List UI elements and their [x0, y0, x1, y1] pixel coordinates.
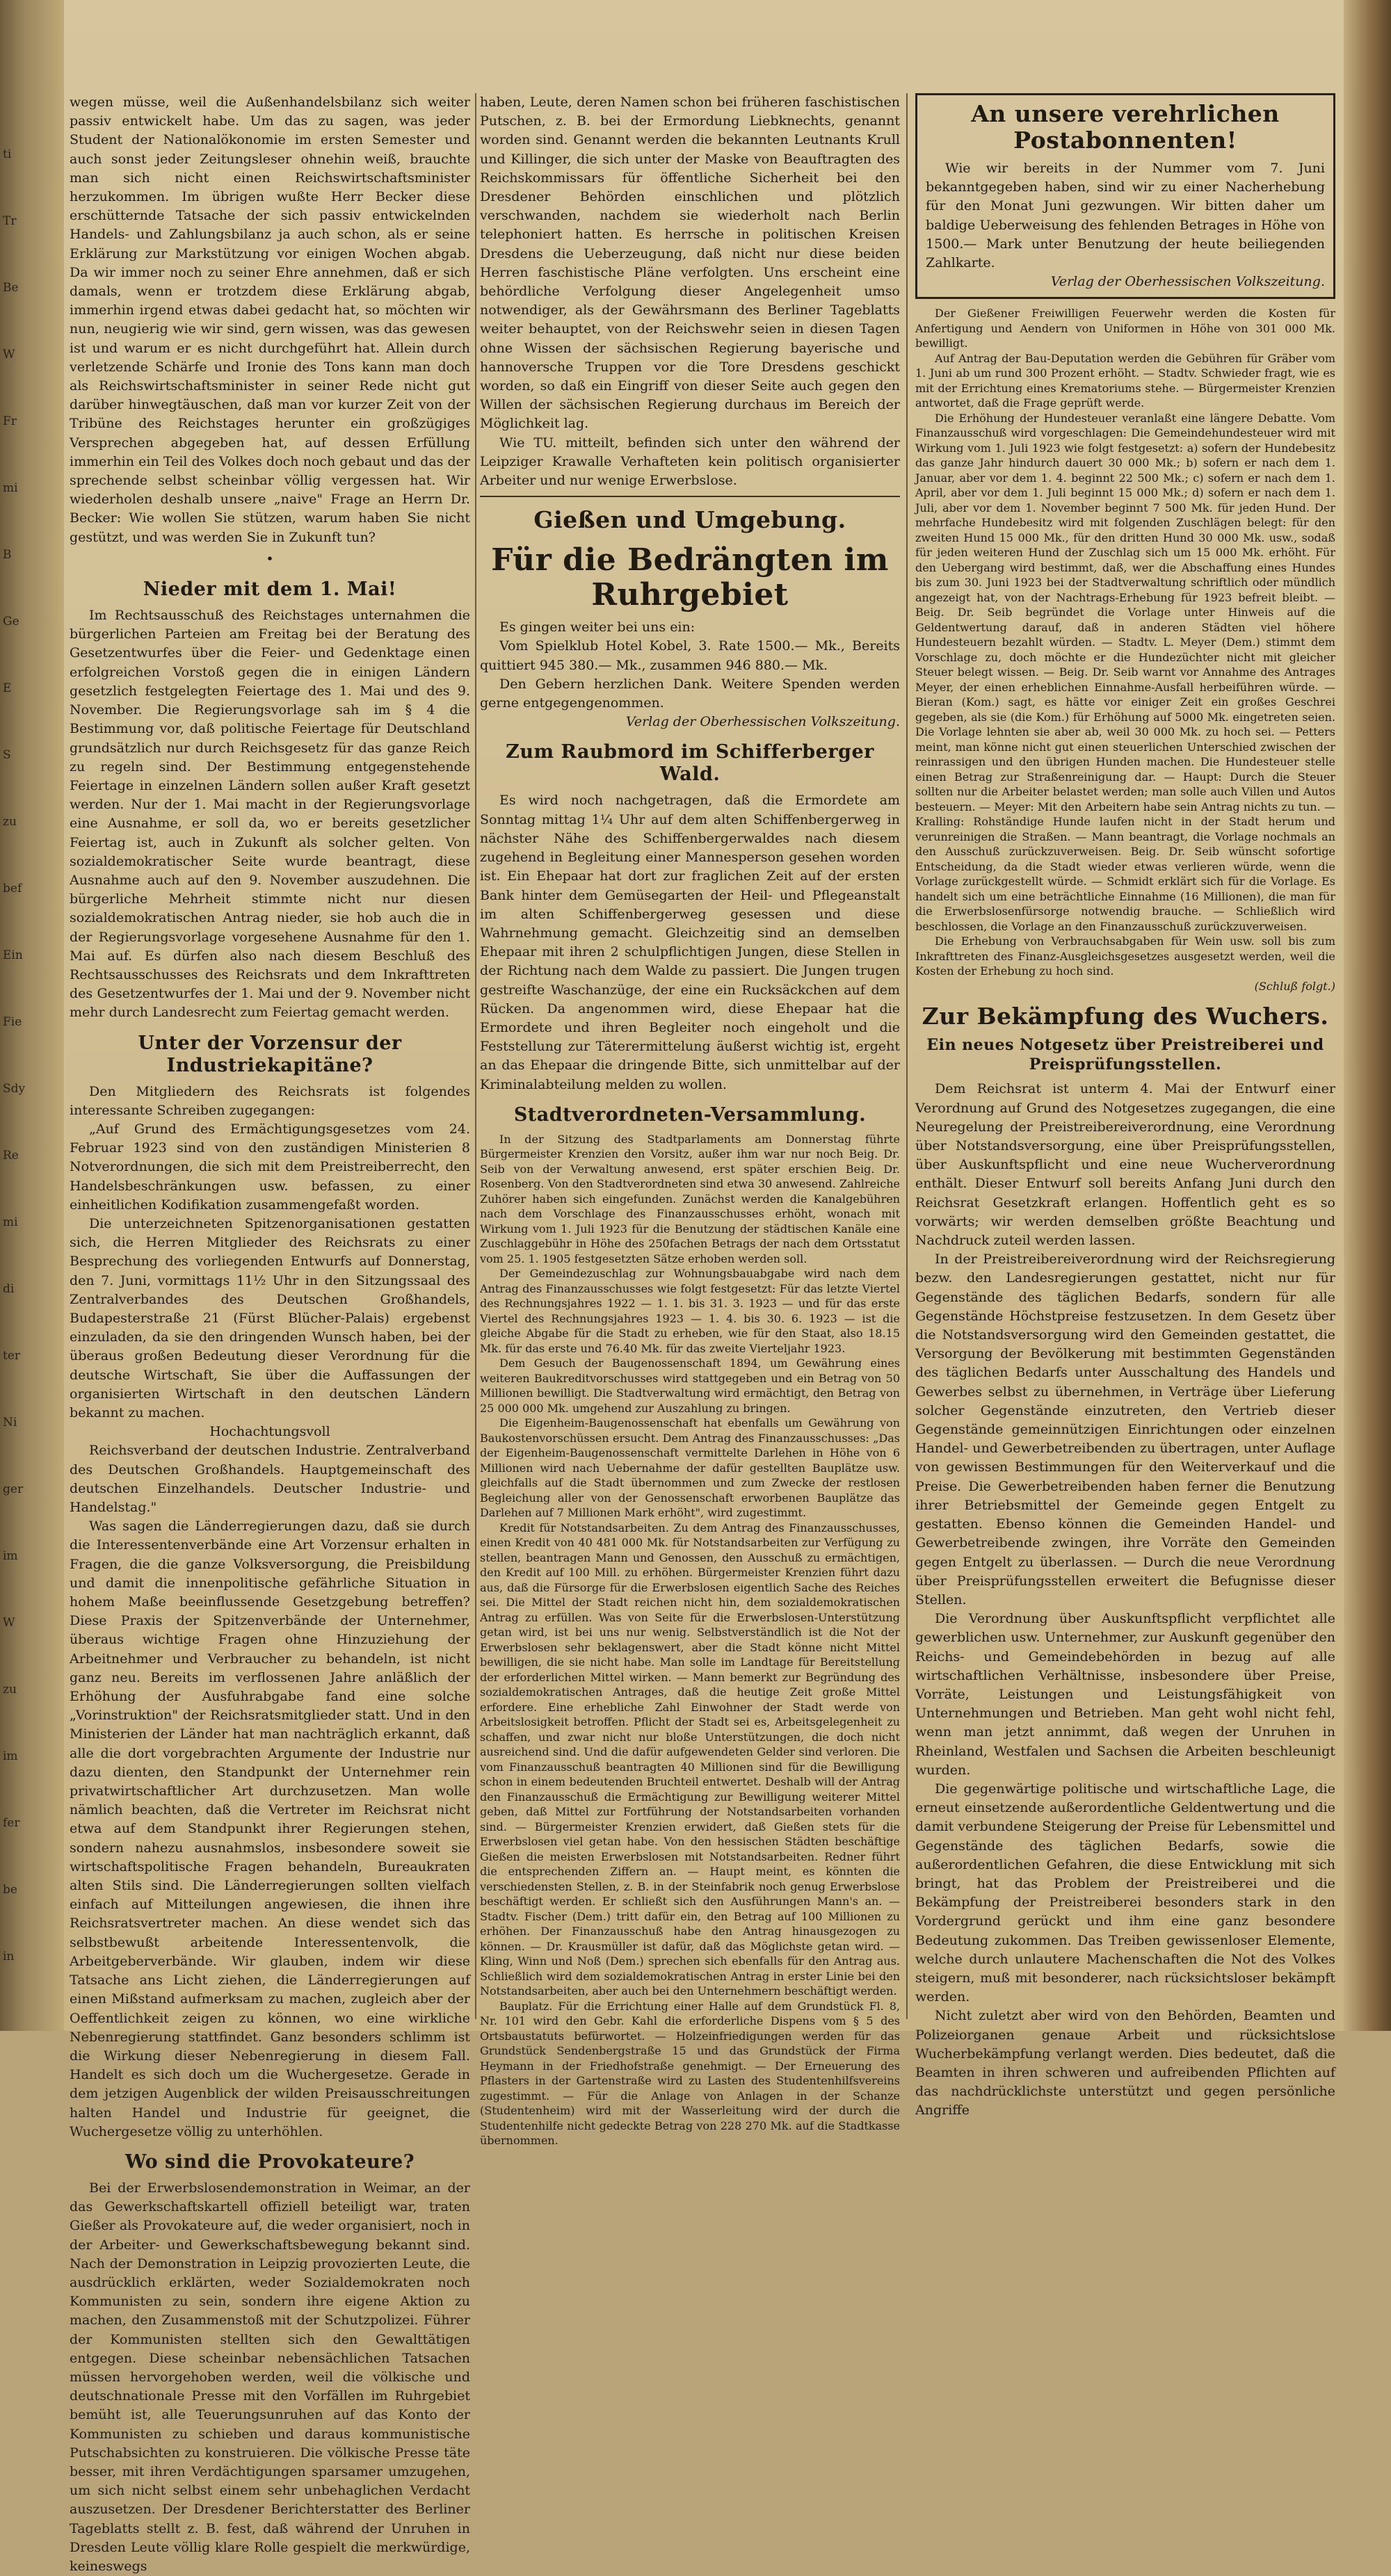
- edge-fragment: mi: [3, 1215, 18, 1229]
- paragraph: Die gegenwärtige politische und wirtschaftliche Lage, die erneut einsetzende außerordentliche Geldentwertung und die damit verbundene Steigerung der Preise für Lebensmittel und Gegenstände des täglichen Bedarfs, sowie die außerordentlichen Gefahren, die diese Entwicklung mit sich bringt, hat das Problem der Preistreiberei und die Bekämpfung der Preistreiberei besonders stark in den Vordergrund gerückt und ihm eine ganz besondere Bedeutung zukommen. Das Treiben gewissenloser Elemente, welche durch unlautere Machenschaften die Not des Volkes steigern, muß mit besonderer, nach rücksichtsloser bekämpft werden.: [915, 1781, 1335, 2005]
- edge-fragment: Sdy: [3, 1082, 26, 1096]
- paragraph: In der Sitzung des Stadtparlaments am Donnerstag führte Bürgermeister Krenzien den Vorsitz, außer ihm war nur noch Beig. Dr. Seib von der Verwaltung anwesend, erst später erschien Beig. Dr. Rosenberg. Von den Stadtverordneten sind etwa 30 anwesend. Zahlreiche Zuhörer haben sich eingefunden. Zunächst werden die Kanalgebühren nach dem Vorschlage des Finanzausschusses erhöht, wonach mit Wirkung vom 1. Juli 1923 für die Benutzung der städtischen Kanäle eine Zuschlaggebühr in Höhe des 250fachen Betrags der nach dem Ortsstatut vom 25. 1. 1905 festgesetzten Sätze erhoben werden soll.: [480, 1132, 900, 1265]
- separator-dot: •: [266, 551, 274, 567]
- paragraph: Dem Gesuch der Baugenossenschaft 1894, um Gewährung eines weiteren Baukreditvorschusses wird stattgegeben und ein Betrag von 50 Millionen bewilligt. Die Stadtverwaltung wird ermächtigt, den Betrag von 25 000 000 Mk. umgehend zur Auszahlung zu bringen.: [480, 1356, 900, 1415]
- edge-fragment: mi: [3, 481, 18, 495]
- edge-fragment: Ein: [3, 948, 23, 962]
- column-1: [70, 93, 470, 2576]
- paragraph: Den Gebern herzlichen Dank. Weitere Spenden werden gerne entgegengenommen.: [480, 676, 900, 711]
- signature: Verlag der Oberhessischen Volkszeitung.: [625, 714, 900, 730]
- article-continuation: wegen müsse, weil die Außenhandelsbilanz sich weiter passiv entwickelt habe. Um das zu sagen, was jeder Student der Nationalökonomie im ersten Semester und auch sonst jeder Zeitungsleser ohnehin weiß, brauchte man sich nicht einen Reichswirtschaftsminister herzukommen. Im übrigen wußte Herr Becker diese erschütternde Tatsache der sich passiv entwickelnden Handels- und Zahlungsbilanz ja auch schon, als er seine Erklärung zur Markstützung vor einigen Wochen abgab. Da wir immer noch zu seiner Ehre annehmen, daß er sich damals, wenn er trotzdem diese Erklärung abgab, immerhin irgend etwas dabei gedacht hat, so möchten wir nun, neugierig wie wir sind, gern wissen, was das gewesen ist und warum er es nicht durchgeführt hat. Allein durch verletzende Schärfe und Ironie des Tons kann man doch als Reichswirtschaftsminister in seiner Rede nicht gut darüber hinwegtäuschen, daß man vor kurzer Zeit von der Tribüne des Reichstages herunter ein großzügiges Versprechen abgegeben hat, auf dessen Erfüllung immerhin ein Teil des Volkes doch noch gebaut und das der sprechende selbst scheinbar völlig vergessen hat. Wir wiederholen deshalb unsere „naive" Frage an Herrn Dr. Becker: Wie wollen Sie stützen, warum haben Sie nicht gestützt, und was werden Sie in Zukunft tun?: [70, 95, 470, 545]
- subheadline-notgesetz: Ein neues Notgesetz über Preistreiberei und Preisprüfungsstellen.: [926, 1036, 1324, 1074]
- edge-fragment: W: [3, 348, 15, 362]
- paragraph: „Auf Grund des Ermächtigungsgesetzes vom 24. Februar 1923 sind von den zuständigen Ministerien 8 Notverordnungen, die sich mit dem Preistreiberrecht, den Handelsbeschränkungen usw. befassen, zu einer einheitlichen Kodifikation zusammengefaßt worden.: [70, 1121, 470, 1213]
- edge-fragment: Tr: [3, 214, 17, 228]
- paragraph: Es wird noch nachgetragen, daß die Ermordete am Sonntag mittag 1¼ Uhr auf dem alten Schiffenbergerweg in nächster Nähe des Schiffenbergerwaldes nach diesem zugehend in Begleitung einer Mannesperson gesehen worden ist. Ein Ehepaar hat dort zur fraglichen Zeit auf der ersten Bank hinter dem Gemüsegarten der Heil- und Pflegeanstalt im alten Schiffenbergerweg gesessen und diese Wahrnehmung gemacht. Gleichzeitig sind an demselben Ehepaar mit ihren 2 schulpflichtigen Jungen, diese Stellen in der Richtung nach dem Walde zu passiert. Die Jungen trugen gestreifte Waschanzüge, der eine ein Rucksäckchen auf dem Rücken. Da angenommen wird, diese Ehepaar hat die Ermordete und ihren Begleiter noch eingeholt und die Feststellung zur Täterermittelung äußerst wichtig ist, ergeht an das Ehepaar die dringende Bitte, sich unmittelbar auf der Kriminalabteilung melden zu wollen.: [480, 793, 900, 1092]
- edge-fragment: Ge: [3, 615, 19, 629]
- edge-fragment: B: [3, 548, 12, 562]
- paragraph: Nicht zuletzt aber wird von den Behörden, Beamten und Polizeiorganen genaue Arbeit und rücksichtslose Wucherbekämpfung verlangt werden. Dies bedeutet, daß die Beamten in ihren schweren und aufreibenden Pflichten auf das nachdrücklichste unterstützt und gegen persönliche Angriffe: [915, 2008, 1335, 2119]
- column-3: [915, 93, 1335, 2121]
- paragraph: Es gingen weiter bei uns ein:: [499, 619, 696, 635]
- section-title-giessen: Gießen und Umgebung.: [533, 506, 846, 534]
- paragraph: Den Mitgliedern des Reichsrats ist folgendes interessante Schreiben zugegangen:: [70, 1083, 470, 1118]
- paragraph: Dem Reichsrat ist unterm 4. Mai der Entwurf einer Verordnung auf Grund des Notgesetzes zugegangen, die eine Neuregelung der Preistreibereiverordnung, eine Verordnung über Notstandsversorgung, eine über Preisprüfungsstellen, über Auskunftspflicht und eine neue Wucherverordnung enthält. Dieser Entwurf soll bereits Anfang Juni durch den Reichsrat Gesetzkraft erlangen. Hoffentlich geht es so vorwärts; wir werden demselben größte Beachtung und Nachdruck zuteil werden lassen.: [915, 1081, 1335, 1249]
- edge-fragment: zu: [3, 1683, 17, 1696]
- headline-stadtverordneten: Stadtverordneten-Versammlung.: [513, 1103, 867, 1126]
- edge-fragment: Be: [3, 281, 19, 295]
- paragraph: Der Gemeindezuschlag zur Wohnungsbauabgabe wird nach dem Antrag des Finanzausschusses wie folgt festgesetzt: Für das letzte Viertel des Rechnungsjahres 1922 — 1. 1. bis 31. 3. 1923 — und für das erste Viertel des Rechnungsjahres 1923 — 1. 4. bis 30. 6. 1923 — ist die gleiche Abgabe für die Stadt zu erheben, wie für den Staat, also 18.15 Mk. für das erste und 76.40 Mk. für das zweite Vierteljahr 1923.: [480, 1267, 900, 1355]
- right-page-edge: [1344, 0, 1391, 2031]
- paragraph: Der Gießener Freiwilligen Feuerwehr werden die Kosten für Anfertigung und Aendern von Uniformen in Höhe von 301 000 Mk. bewilligt.: [915, 307, 1335, 350]
- paragraph: Hochachtungsvoll: [209, 1424, 330, 1440]
- edge-fragment: be: [3, 1883, 17, 1897]
- headline-wucher: Zur Bekämpfung des Wuchers.: [922, 1003, 1329, 1030]
- edge-fragment: S: [3, 748, 11, 762]
- edge-fragment: bef: [3, 882, 22, 896]
- edge-fragment: in: [3, 1950, 15, 1963]
- paragraph: Vom Spielklub Hotel Kobel, 3. Rate 1500.— Mk., Bereits quittiert 945 380.— Mk., zusammen 946 880.— Mk.: [480, 638, 900, 673]
- council-report: [480, 1132, 900, 2148]
- edge-fragment: im: [3, 1749, 18, 1763]
- paragraph: Wie wir bereits in der Nummer vom 7. Juni bekanntgegeben haben, sind wir zu einer Nacherhebung für den Monat Juni gezwungen. Wir bitten daher um baldige Ueberweisung des fehlenden Betrages in Höhe von 1500.— Mark unter Benutzung der heute beiliegenden Zahlkarte.: [926, 161, 1325, 271]
- left-page-edge: [0, 0, 64, 2031]
- headline-may-day: Nieder mit dem 1. Mai!: [143, 578, 397, 601]
- paragraph: Bei der Erwerbslosendemonstration in Weimar, an der das Gewerkschaftskartell offiziell beteiligt war, traten Gießer als Provokateure auf, die weder organisiert, noch in der Arbeiter- und Gewerkschaftsbewegung bekannt sind. Nach der Demonstration in Leipzig provozierten Leute, die ausdrücklich erklärten, weder Sozialdemokraten noch Kommunisten zu sein, sondern ihre eigene Aktion zu machen, den Zusammenstoß mit der Schutzpolizei. Führer der Kommunisten stellten sich den Gewalttätigen entgegen. Diese scheinbar nebensächlichen Tatsachen müssen hervorgehoben werden, weil die völkische und deutschnationale Presse mit den Vorfällen im Ruhrgebiet bemüht ist, alle Teuerungsunruhen auf das Konto der Kommunisten zu schieben und daraus kommunistische Putschabsichten zu konstruieren. Die völkische Presse täte besser, mit ihren Verdächtigungen sparsamer umzugehen, um sich nicht selbst einem sehr unbehaglichen Verdacht auszusetzen. Der Dresdener Berichterstatter des Berliner Tageblatts stellt z. B. fest, daß während der Unruhen in Dresden Leute völlig klare Rolle gespielt die merkwürdige, keineswegs: [70, 2180, 470, 2574]
- paragraph: Die unterzeichneten Spitzenorganisationen gestatten sich, die Herren Mitglieder des Reichsrats zu einer Besprechung des vorliegenden Entwurfs auf Donnerstag, den 7. Juni, vormittags 11½ Uhr in den Sitzungssaal des Zentralverbandes des Deutschen Großhandels, Budapesterstraße 21 (Fürst Blücher-Palais) ergebenst einzuladen, da sie den dringenden Wunsch haben, bei der überaus großen Bedeutung dieser Verordnung für die deutsche Wirtschaft, Sie über die Auffassungen der organisierten Wirtschaft in den deutschen Ländern bekannt zu machen.: [70, 1215, 470, 1420]
- paragraph: Wie TU. mitteilt, befinden sich unter den während der Leipziger Krawalle Verhafteten kein politisch organisierter Arbeiter und nur wenige Erwerbslose.: [480, 435, 900, 489]
- paragraph: Die Eigenheim-Baugenossenschaft hat ebenfalls um Gewährung von Baukostenvorschüssen ersucht. Dem Antrag des Finanzausschusses: „Das der Eigenheim-Baugenossenschaft vermittelte Darlehen in Höhe von 6 Millionen wird nach Uebernahme der dafür gestellten Bauplätze usw. gleichfalls auf die Stadt übernommen und zum Zwecke der restlosen Begleichung aller von der Genossenschaft erworbenen Bauplätze das Darlehen auf 7 Millionen Mark erhöht", wird zugestimmt.: [480, 1416, 900, 1520]
- section-rule: [480, 496, 900, 497]
- edge-fragment: ti: [3, 147, 12, 161]
- edge-fragment: E: [3, 681, 12, 695]
- council-report-continued: [915, 306, 1335, 994]
- edge-fragment: ger: [3, 1482, 24, 1496]
- edge-fragment: di: [3, 1282, 15, 1296]
- paragraph: Was sagen die Länderregierungen dazu, daß sie durch die Interessentenverbände eine Art Vorzensur erhalten in Fragen, die die ganze Volksversorgung, die Preisbildung und damit die innenpolitische gefährliche Situation in hohem Maße beeinflussende Gesetzgebung betreffen? Diese Praxis der Spitzenverbände der Unternehmer, überaus wichtige Fragen ohne Hinzuziehung der Arbeitnehmer und Verbraucher zu behandeln, ist nicht ganz neu. Bereits im verflossenen Jahre anläßlich der Erhöhung der Ausfuhrabgabe fand eine solche „Vorinstruktion" der Reichsratsmitglieder statt. Und in den Ministerien der Länder hat man nachträglich erkannt, daß alle die dort vorgebrachten Argumente der Industrie nur dazu dienten, den Standpunkt der Unternehmer rein privatwirtschaftlicher Art durchzusetzen. Man wolle nämlich beachten, daß die Vertreter im Reichsrat nicht etwa auf dem Standpunkt ihrer Regierungen stehen, sondern nahezu ausnahmslos, insbesondere soweit sie wirtschaftspolitische Fragen behandeln, Bureaukraten alten Stils sind. Die Länderregierungen sollten vielfach einfach auf Mitteilungen angewiesen, die ihnen ihre Reichsratsvertreter machen. An diese wendet sich das selbstbewußt arbeitende Interessentenvolk, die Arbeitgeberverbände. Wir glauben, indem wir diese Tatsache ans Licht ziehen, die Länderregierungen auf einen Mißstand aufmerksam zu machen, zugleich aber der Oeffentlichkeit zeigen zu können, wo eine wirkliche Nebenregierung stattfindet. Ganz besonders schlimm ist die Wirkung dieser Nebenregierung in diesem Fall. Handelt es sich doch um die Wuchergesetze. Gerade in dem jetzigen Augenblick der wilden Preisausschreitungen halten Handel und Industrie für geeignet, die Wuchergesetze völlig zu unterhöhlen.: [70, 1518, 470, 2139]
- paragraph: Die Erhöhung der Hundesteuer veranlaßt eine längere Debatte. Vom Finanzausschuß wird vorgeschlagen: Die Gemeindehundesteuer wird mit Wirkung vom 1. Juli 1923 wie folgt festgesetzt: a) sofern der Hundebesitz das ganze Jahr hindurch dauert 30 000 Mk.; b) sofern er nach dem 1. Januar, aber vor dem 1. 4. beginnt 22 500 Mk.; c) sofern er nach dem 1. April, aber vor dem 1. Juli beginnt 15 000 Mk.; d) sofern er nach dem 1. Juli, aber vor dem 1. November beginnt 7 500 Mk. für jeden Hund. Der mehrfache Hundebesitz wird mit folgenden Zuschlägen belegt: für den zweiten Hund 15 000 Mk., für den dritten Hund 30 000 Mk. usw., sodaß für jeden weiteren Hund der Zuschlag sich um 15 000 Mk. erhöht. Für den Uebergang wird bestimmt, daß, wer die Abschaffung eines Hundes bis zum 30. Juni 1923 bei der Stadtverwaltung schriftlich oder mündlich angezeigt hat, von der Nachtrags-Erhebung für 1923 befreit bleibt. — Beig. Dr. Seib begründet die Vorlage unter Hinweis auf die Geldentwertung darauf, daß in anderen Städten viel höhere Hundesteuern bezahlt würden. — Stadtv. L. Meyer (Dem.) stimmt dem Vorschlage zu, doch möchte er die Hundezüchter nicht mit gleicher Steuer belegt wissen. — Beig. Dr. Seib warnt vor Annahme des Antrages Meyer, der einen erheblichen Einnahme-Ausfall herbeiführen würde. — Bieran (Kom.) sagt, es hätte vor einiger Zeit ein großes Geschrei gegeben, als sie (die Kom.) für Erhöhung auf 5000 Mk. eingetreten seien. Die Vorlage lehnten sie aber ab, weil 30 000 Mk. zu hoch sei. — Petters meint, man könne nicht gut einen steuerlichen Unterschied zwischen der reinrassigen und den übrigen Hunden machen. Die Hundesteuer stelle einen Betrag zur Straßenreinigung dar. — Haupt: Durch die Steuer sollten nur die Arbeiter belastet werden; man solle auch Villen und Autos besteuern. — Meyer: Mit den Arbeitern habe sein Antrag nichts zu tun. — Kralling: Rohständige Hunde laufen nicht in der Stadt herum und verunreinigen die Straßen. — Mann beantragt, die Vorlage nochmals an den Ausschuß zurückzuverweisen. Beig. Dr. Seib wünscht sofortige Entscheidung, da die Stadt wieder etwas verlieren würde, wenn die Vorlage zurückgestellt würde. — Schmidt erklärt sich für die Vorlage. Es handelt sich um eine beträchtliche Einnahme (16 Millionen), die man für die Erwerbslosenfürsorge notwendig brauche. — Schließlich wird beschlossen, die Vorlage an den Finanzausschuß zurückzuverweisen.: [915, 411, 1335, 933]
- paragraph: Reichsverband der deutschen Industrie. Zentralverband des Deutschen Großhandels. Hauptgemeinschaft des deutschen Einzelhandels. Deutscher Industrie- und Handelstag.": [70, 1443, 470, 1516]
- edge-fragment: fer: [3, 1816, 20, 1830]
- headline-vorzensur: Unter der Vorzensur der Industriekapitäne?: [138, 1032, 402, 1076]
- headline-postabonnenten: An unsere verehrlichen Postabonnenten!: [971, 100, 1280, 154]
- headline-provokateure: Wo sind die Provokateure?: [124, 2150, 415, 2173]
- paragraph: Im Rechtsausschuß des Reichstages unternahmen die bürgerlichen Parteien am Freitag bei der Beratung des Gesetzentwurfes über die Feier- und Gedenktage einen erfolgreichen Vorstoß gegen die in einigen Ländern gesetzlich festgelegten Feiertage des 1. Mai und des 9. November. Die Regierungsvorlage sah im § 4 die Bestimmung vor, daß politische Feiertage für Deutschland grundsätzlich nur durch Reichsgesetz für das ganze Reich zu regeln sind. Der Bestimmung entgegenstehende Feiertage in einzelnen Ländern sollen außer Kraft gesetzt werden. Nur der 1. Mai macht in der Regierungsvorlage eine Ausnahme, er soll da, wo er bereits gesetzlicher Feiertag ist, auch in Zukunft als solcher gelten. Von sozialdemokratischer Seite wurde beantragt, diese Ausnahme auch auf den 9. November auszudehnen. Die bürgerliche Mehrheit stimmte nicht nur diesen sozialdemokratischen Antrag nieder, sie hob auch die in der Regierungsvorlage vorgesehene Ausnahme für den 1. Mai auf. Es dürfen also nach diesem Beschluß des Rechtsausschusses des Reichsrats und dem Inkrafttreten des Gesetzentwurfes der 1. Mai und der 9. November nicht mehr durch Landesrecht zum Feiertag gemacht werden.: [70, 608, 470, 1021]
- edge-fragment: Fie: [3, 1015, 22, 1029]
- notice-box-postabonnenten: [915, 93, 1335, 299]
- paragraph: Kredit für Notstandsarbeiten. Zu dem Antrag des Finanzausschusses, einen Kredit von 40 481 000 Mk. für Notstandsarbeiten zur Verfügung zu stellen, beantragen Mann und Genossen, den Ausschuß zu ermächtigen, den Kredit auf 100 Mill. zu erhöhen. Bürgermeister Krenzien führt dazu aus, daß die Fürsorge für die Erwerbslosen eigentlich Sache des Reiches sei. Die Mittel der Stadt reichen nicht hin, dem sozialdemokratischen Antrag zu erfüllen. Was von Seite für die Erwerbslosen-Unterstützung getan wird, ist bei uns nur wenig. Selbstverständlich ist die Not der Erwerbslosen sehr beklagenswert, aber die Stadt könne nicht Mittel bewilligen, die sie nicht habe. Man solle im Landtage für Bereitstellung der erforderlichen Mittel wirken. — Mann bemerkt zur Begründung des sozialdemokratischen Antrages, daß die heutige Zeit große Mittel erfordere. Eine erhebliche Zahl Einwohner der Stadt werde von Arbeitslosigkeit betroffen. Pflicht der Stadt sei es, Arbeitsgelegenheit zu schaffen, und zwar nicht nur bloße Unterstützungen, die doch nicht ausreichend sind. Und die dafür aufgewendeten Gelder sind verloren. Die vom Finanzausschuß beantragten 40 Millionen sind für die Bewilligung schon in einem bedeutenden Bruchteil entwertet. Deshalb will der Antrag den Finanzausschuß die Ermächtigung zur Bewilligung weiterer Mittel geben, daß Mittel zur Fortführung der Notstandsarbeiten vorhanden sind. — Bürgermeister Krenzien erwidert, daß Gießen stets für die Erwerbslosen viel getan habe. Von den hessischen Städten beschäftige Gießen die meisten Erwerbslosen mit Notstandsarbeiten. Redner führt die entsprechenden Ziffern an. — Haupt meint, es könnten die verschiedensten Stellen, z. B. in der Steinfabrik noch genug Erwerbslose beschäftigt werden. Er schließt sich den Ausführungen Mann's an. — Stadtv. Fischer (Dem.) tritt dafür ein, den Betrag auf 100 Millionen zu erhöhen. Der Finanzausschuß habe den Antrag hinausgezogen zu können. — Dr. Krausmüller ist dafür, daß das Möglichste getan wird. — Kling, Winn und Noß (Dem.) sprechen sich ebenfalls für den Antrag aus. Schließlich wird dem sozialdemokratischen Antrag in erster Linie bei den Notstandsarbeiten, aber auch bei den Unternehmern beschäftigt werden.: [480, 1521, 900, 1998]
- column-rule-2: [906, 93, 908, 2019]
- edge-fragment: Fr: [3, 414, 17, 428]
- paragraph: Auf Antrag der Bau-Deputation werden die Gebühren für Gräber vom 1. Juni ab um rund 300 Prozent erhöht. — Stadtv. Schwieder fragt, wie es mit der Errichtung eines Krematoriums stehe. — Bürgermeister Krenzien antwortet, daß die Frage geprüft werde.: [915, 351, 1335, 410]
- paragraph: Bauplatz. Für die Errichtung einer Halle auf dem Grundstück Fl. 8, Nr. 101 wird den Gebr. Kahl die erforderliche Dispens vom § 5 des Ortsbaustatuts befürwortet. — Holzeinfriedigungen werden für das Grundstück Sendenbergstraße 15 und das Grundstück der Firma Heymann in der Friedhofstraße genehmigt. — Der Erneuerung des Pflasters in der Gartenstraße wird zu Lasten des Studentenhilfsvereins zugestimmt. — Für die Anlage von Anlagen in der Schanze (Studentenheim) wird mit der Wasserleitung wird der durch die Studentenhilfe nicht gedeckte Betrag von 228 270 Mk. auf die Stadtkasse übernommen.: [480, 1999, 900, 2148]
- signature: Verlag der Oberhessischen Volkszeitung.: [1050, 274, 1325, 290]
- edge-fragment: zu: [3, 815, 17, 829]
- paragraph: Die Verordnung über Auskunftspflicht verpflichtet alle gewerblichen usw. Unternehmer, zur Auskunft gegenüber den Reichs- und Gemeindebehörden in bezug auf alle wirtschaftlichen Verhältnisse, insbesondere über Preise, Vorräte, Leistungen und Leistungsfähigkeit von Unternehmungen und Betrieben. Man geht wohl nicht fehl, wenn man jetzt annimmt, daß wegen der Unruhen in Rheinland, Westfalen und Sachsen die Arbeiten beschleunigt wurden.: [915, 1611, 1335, 1778]
- edge-fragment: W: [3, 1616, 15, 1630]
- edge-fragment: Re: [3, 1149, 19, 1163]
- column-rule-1: [475, 93, 476, 2019]
- headline-raubmord: Zum Raubmord im Schifferberger Wald.: [506, 741, 874, 786]
- continuation-note: (Schluß folgt.): [1254, 979, 1335, 993]
- paragraph: In der Preistreibereiverordnung wird der Reichsregierung bezw. den Landesregierungen gestattet, nicht nur für Gegenstände des täglichen Bedarfs, sondern für alle Gegenstände Höchstpreise festzusetzen. In dem Gesetz über die Notstandsversorgung wird den Gemeinden gestattet, die Versorgung der Bevölkerung mit bestimmten Gegenständen des täglichen Bedarfs unter Ausschaltung des Handels und Gewerbes selbst zu übernehmen, in Verträge über Lieferung solcher Gegenstände einzutreten, den Vertrieb dieser Gegenstände gemeinnützigen Einrichtungen oder einzelnen Handel- und Gewerbetreibenden zu übertragen, unter Auflage von gewissen Bestimmungen für den Weiterverkauf und die Preise. Die Gewerbetreibenden haben ferner die Benutzung ihrer Betriebsmittel der Gemeinde gegen Entgelt zu gestatten. Ebenso können die Gemeinden Handel- und Gewerbetreibende zwingen, ihre Vorräte den Gemeinden gegen Entgelt zu überlassen. — Durch die neue Verordnung über Preisprüfungsstellen erweitert die Befugnisse dieser Stellen.: [915, 1251, 1335, 1607]
- column-2: [480, 93, 900, 2148]
- article-continuation: haben, Leute, deren Namen schon bei früheren faschistischen Putschen, z. B. bei der Ermordung Liebknechts, genannt worden sind. Genannt werden die bekannten Leutnants Krull und Killinger, die sich unter der Maske von Beauftragten des Reichskommissars für öffentliche Sicherheit bei den Dresdener Behörden einschlichen und plötzlich verschwanden, nachdem sie wiederholt nach Berlin telephoniert hatten. Es herrsche in politischen Kreisen Dresdens die Ueberzeugung, daß nicht nur diese beiden Herren faschistische Pläne verfolgten. Uns erscheint eine behördliche Verfolgung dieser Angelegenheit umso notwendiger, als der Gewährsmann des Berliner Tageblatts weiter behauptet, von der Reichswehr seien in diesen Tagen ohne Wissen der sächsischen Regierung bayerische und hannoversche Truppen vor die Tore Dresdens geschickt worden, so daß ein Eingriff von dieser Seite auch gegen den Willen der sächsischen Regierung durchaus im Bereich der Möglichkeit lag.: [480, 95, 900, 432]
- edge-fragment: Ni: [3, 1416, 17, 1429]
- edge-fragment: ter: [3, 1349, 21, 1363]
- paragraph: Die Erhebung von Verbrauchsabgaben für Wein usw. soll bis zum Inkrafttreten des Finanz-Ausgleichsgesetzes ausgesetzt werden, weil die Kosten der Erhebung zu hoch sind.: [915, 934, 1335, 978]
- headline-ruhrgebiet: Für die Bedrängten im Ruhrgebiet: [491, 542, 889, 613]
- edge-fragment: im: [3, 1549, 18, 1563]
